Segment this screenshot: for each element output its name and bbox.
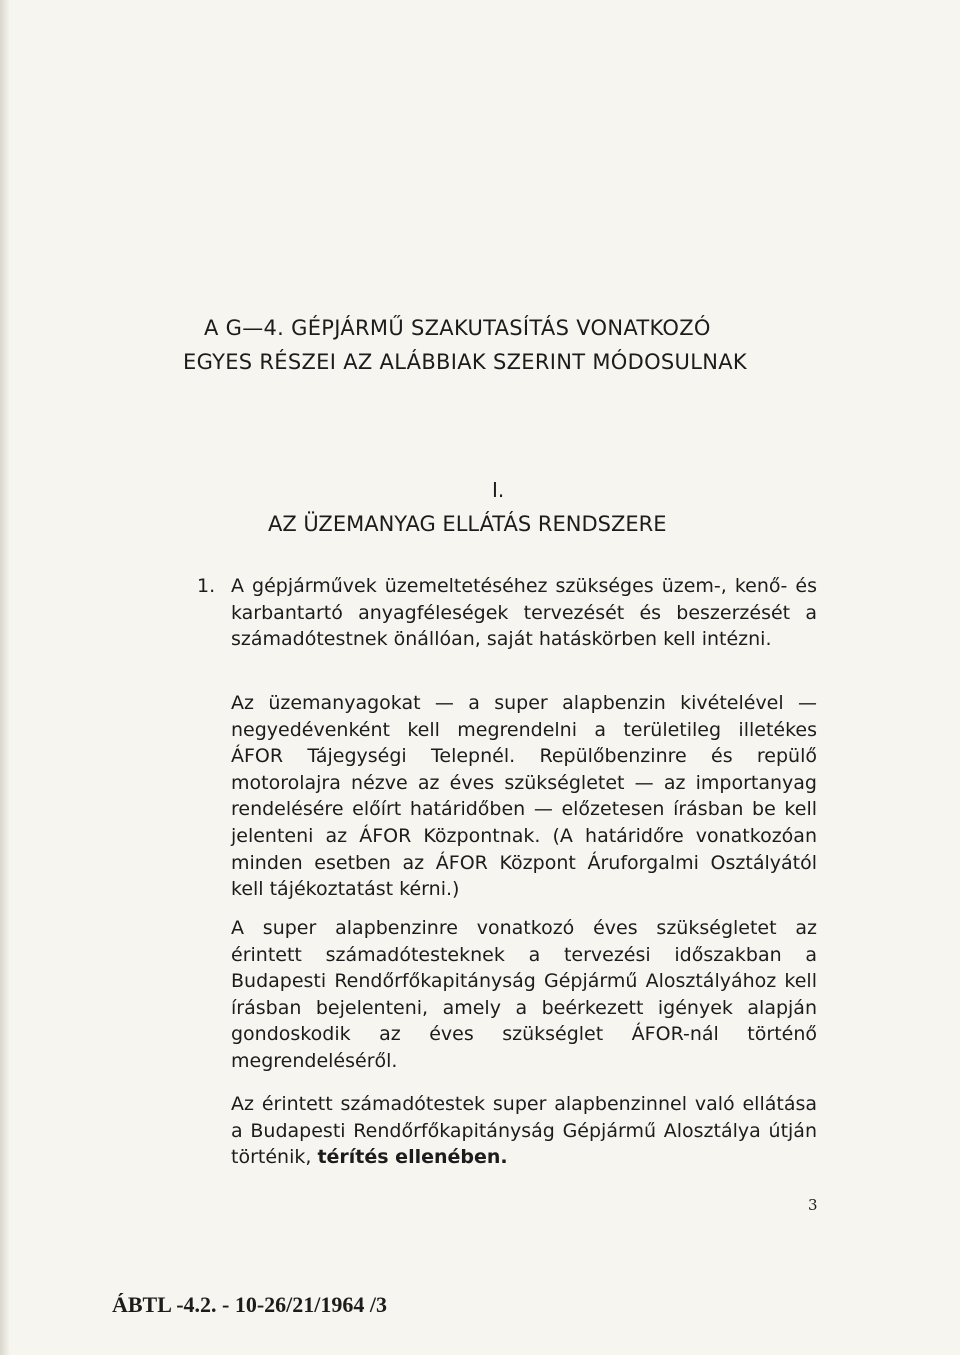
archive-reference: ÁBTL -4.2. - 10-26/21/1964 /3 (112, 1292, 388, 1317)
page-number: 3 (808, 1196, 818, 1214)
heading-line-2: EGYES RÉSZEI AZ ALÁBBIAK SZERINT MÓDOSULNAK (183, 350, 747, 374)
paragraph-4-text: Az érintett számadótestek super alapbenzinnel való ellátása a Budapesti Rendőrfőkapitányság Gépjármű Alosztálya útján történik, (231, 1093, 817, 1169)
paragraph-3: A super alapbenzinre vonatkozó éves szükségletet az érintett számadótesteknek a tervezési időszakban a Budapesti Rendőrfőkapitányság Gépjármű Alosztályához kell írásban bejelenteni, amely a beérkezett igények alapján gondoskodik az éves szükséglet ÁFOR-nál történő megrendeléséről. (231, 917, 817, 1072)
paragraph-1: A gépjárművek üzemeltetéséhez szükséges üzem-, kenő- és karbantartó anyagféleségek tervezését és beszerzését a számadótestnek önállóan, saját hatáskörben kell intézni. (231, 575, 817, 651)
paragraph-1-number: 1. (197, 575, 216, 597)
section-number: I. (492, 478, 505, 502)
section-title: AZ ÜZEMANYAG ELLÁTÁS RENDSZERE (268, 512, 667, 536)
heading-line-1: A G—4. GÉPJÁRMŰ SZAKUTASÍTÁS VONATKOZÓ (204, 316, 711, 340)
paragraph-2: Az üzemanyagokat — a super alapbenzin kivételével — negyedévenként kell megrendelni a területileg illetékes ÁFOR Tájegységi Telepnél. Repülőbenzinre és repülő motorolajra nézve az éves szükségletet — az importanyag rendelésére előírt határidőben — előzetesen írásban be kell jelenteni az ÁFOR Központnak. (A határidőre vonatkozóan minden esetben az ÁFOR Központ Áruforgalmi Osztályától kell tájékoztatást kérni.) (231, 692, 817, 901)
paragraph-4 (231, 1091, 817, 1171)
page-edge-shadow (0, 0, 10, 1355)
paragraph-4-bold: térítés ellenében. (317, 1146, 508, 1169)
